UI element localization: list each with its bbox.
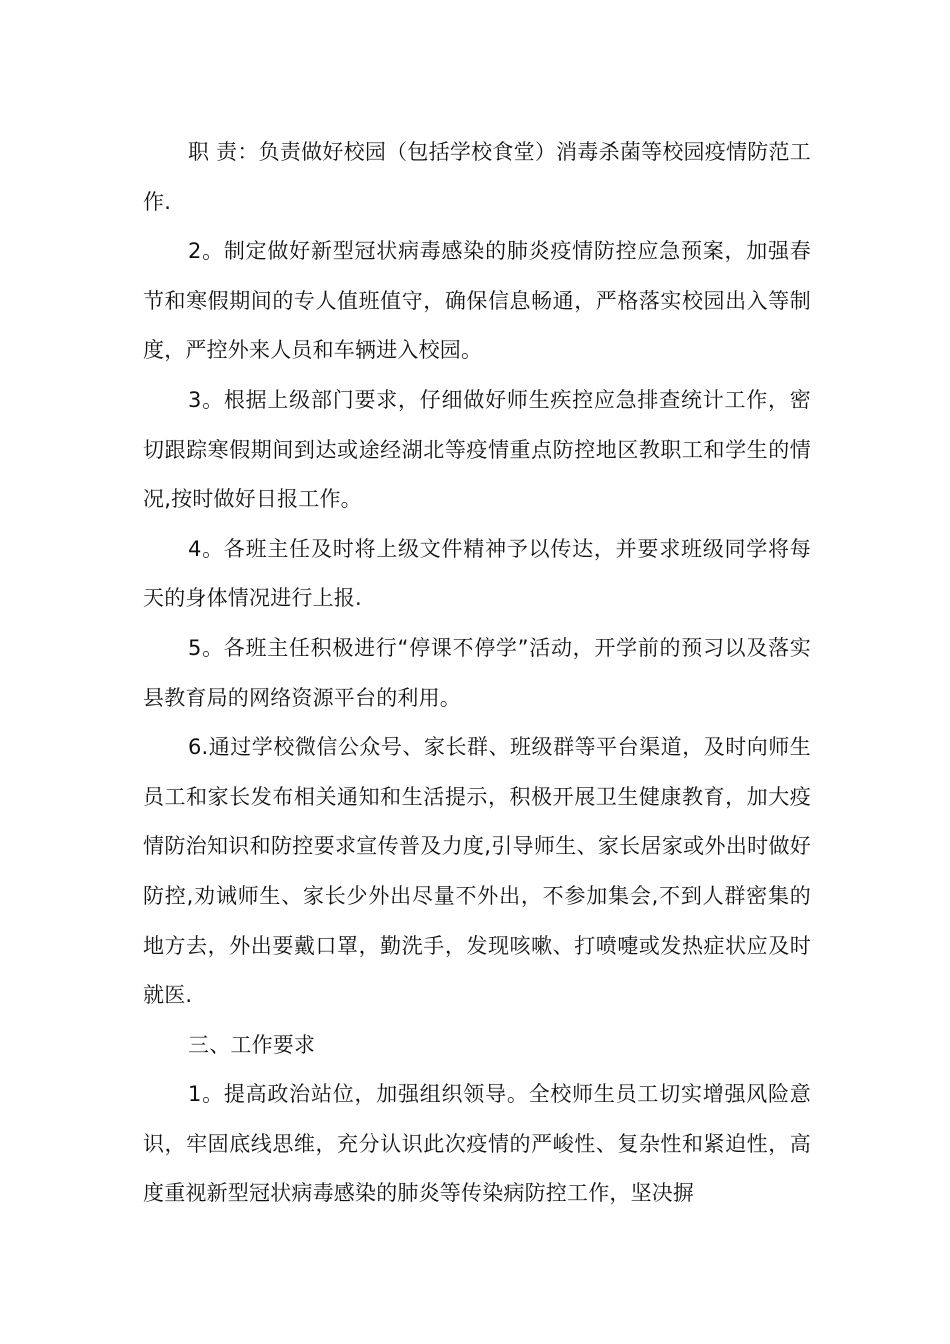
paragraph-item-2: 2。制定做好新型冠状病毒感染的肺炎疫情防控应急预案，加强春节和寒假期间的专人值班值守，确保信息畅通，严格落实校园出入等制度，严控外来人员和车辆进入校园。 (143, 239, 811, 363)
paragraph-requirement-1: 1。提高政治站位，加强组织领导。全校师生员工切实增强风险意识，牢固底线思维，充分认识此次疫情的严峻性、复杂性和紧迫性，高度重视新型冠状病毒感染的肺炎等传染病防控工作，坚决摒 (143, 1082, 811, 1206)
paragraph-item-5: 5。各班主任积极进行“停课不停学”活动，开学前的预习以及落实县教育局的网络资源平台的利用。 (143, 635, 811, 710)
section-heading-work-requirements: 三、工作要求 (188, 1032, 316, 1057)
paragraph-item-6: 6.通过学校微信公众号、家长群、班级群等平台渠道，及时向师生员工和家长发布相关通知和生活提示，积极开展卫生健康教育，加大疫情防治知识和防控要求宣传普及力度,引导师生、家长居家或外出时做好防控,劝诫师生、家长少外出尽量不外出，不参加集会,不到人群密集的地方去，外出要戴口罩，勤洗手，发现咳嗽、打喷嚏或发热症状应及时就医. (143, 735, 811, 1008)
paragraph-responsibility: 职 责：负责做好校园（包括学校食堂）消毒杀菌等校园疫情防范工作. (143, 140, 811, 214)
paragraph-item-3: 3。根据上级部门要求，仔细做好师生疾控应急排查统计工作，密切跟踪寒假期间到达或途经湖北等疫情重点防控地区教职工和学生的情况,按时做好日报工作。 (143, 387, 811, 512)
paragraph-item-4: 4。各班主任及时将上级文件精神予以传达，并要求班级同学将每天的身体情况进行上报. (143, 536, 811, 611)
document-body (143, 128, 811, 1219)
